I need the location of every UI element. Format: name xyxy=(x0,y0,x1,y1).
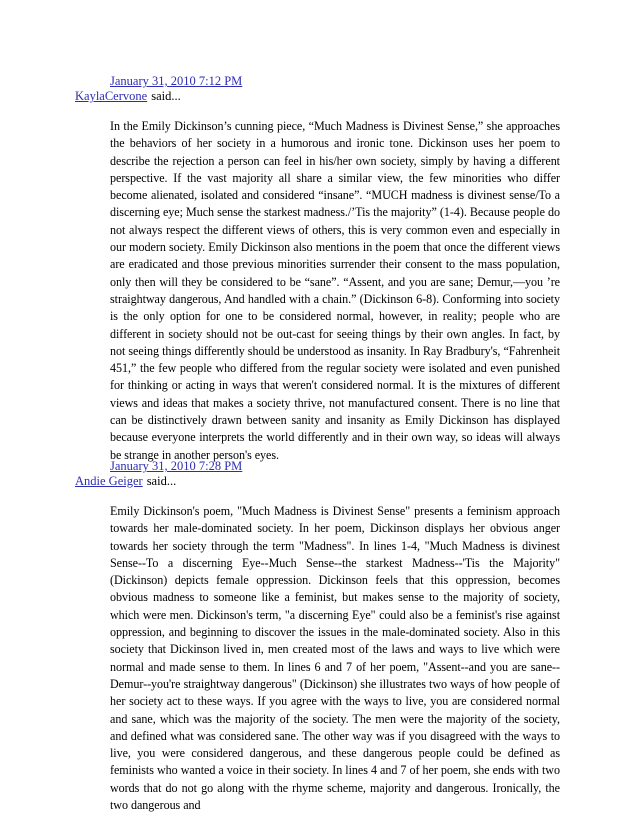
comment-author-line xyxy=(75,474,638,490)
comment xyxy=(0,74,638,464)
timestamp-link[interactable]: January 31, 2010 7:28 PM xyxy=(110,459,243,473)
said-label: said... xyxy=(151,89,181,103)
said-label: said... xyxy=(146,474,177,488)
comment-body: Emily Dickinson's poem, "Much Madness is Divinest Sense" presents a feminism approach towards her male-dominated society. In her poem, Dickinson displays her obvious anger towards her society through the term "Madness". In lines 1-4, "Much Madness is divinest Sense--To a discerning Eye--Much Sense--the starkest Madness--'Tis the Majority" (Dickinson) depicts female oppression. Dickinson feels that this oppression, becomes obvious madness to someone like a feminist, but makes sense to the majority of society, which were men. Dickinson's term, "a discerning Eye" could also be a feminist's rise against oppression, and beginning to discover the issues in the male-dominated society. Also in this society that Dickinson lived in, men created most of the laws and ways to live which were normal and made sense to them. In lines 6 and 7 of her poem, "Assent--and you are sane--Demur--you're straightway dangerous" (Dickinson) she illustrates two ways of how people of her society act to these ways. If you agree with the ways to live, you are considered normal and sane, which was the majority of the society. The men were the majority of the society, and defined what was considered sane. The other way was if you disagreed with the ways to live, you were considered dangerous, and these dangerous people could be defined as feminists who wanted a voice in their society. In lines 4 and 7 of her poem, she ends with two words that do not go along with the rhyme scheme, majority and dangerous. Ironically, the two dangerous and xyxy=(110,504,560,813)
comment-timestamp xyxy=(110,74,638,89)
author-link[interactable]: KaylaCervone xyxy=(75,89,148,103)
comment-timestamp xyxy=(110,459,638,474)
timestamp-link[interactable]: January 31, 2010 7:12 PM xyxy=(110,74,243,88)
author-link[interactable]: Andie Geiger xyxy=(75,474,143,488)
comment xyxy=(0,459,638,814)
comment-author-line xyxy=(75,89,638,105)
comment-body: In the Emily Dickinson’s cunning piece, “Much Madness is Divinest Sense,” she approaches the behaviors of her society in a humorous and ironic tone. Dickinson uses her poem to describe the rejection a person can feel in his/her own society, simply by having a different perspective. If the vast majority all share a similar view, the few minorities who differ become alienated, isolated and considered “insane”. “MUCH madness is divinest sense/To a discerning eye; Much sense the starkest madness./’Tis the majority” (1-4). Because people do not always respect the different views of others, this is very common even and especially in our modern society. Emily Dickinson also mentions in the poem that once the different views are eradicated and those previous minorities surrender their consent to the mass population, only then will they be considered to be “sane”. “Assent, and you are sane; Demur,—you ’re straightway dangerous, And handled with a chain.” (Dickinson 6-8). Conforming into society is the only option for one to be considered normal, however, in reality; people who are different in society should not be out-cast for seeing things by their own angles. In fact, by not seeing things differently should be understood as insanity. In Ray Bradbury's, “Fahrenheit 451,” the few people who differed from the regular society were isolated and even punished for thinking or acting in ways that weren't considered normal. It is the mixtures of different views and ideas that makes a society thrive, not manufactured consent. There is no line that can be distinctively drawn between sanity and insanity as Emily Dickinson has displayed because everyone interprets the world differently and in their own way, so ideas will always be strange in another person's eyes. xyxy=(110,119,560,462)
